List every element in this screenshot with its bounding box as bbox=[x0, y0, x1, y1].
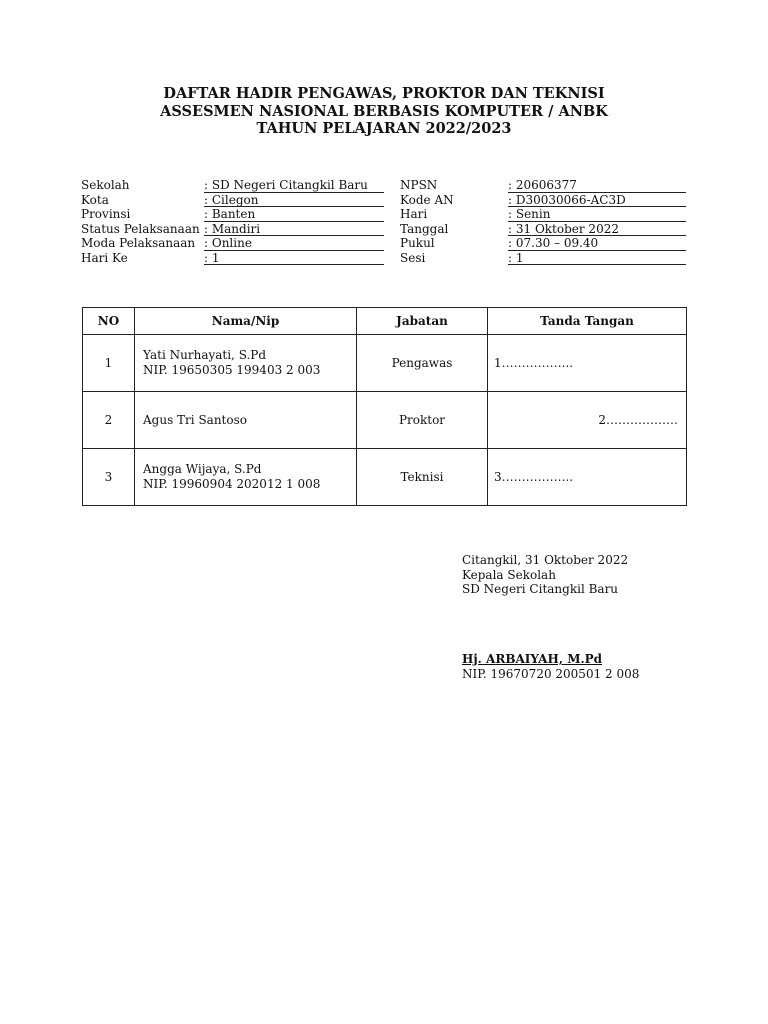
info-value: : SD Negeri Citangkil Baru bbox=[204, 178, 384, 193]
info-label: Hari Ke bbox=[81, 250, 128, 265]
document-title bbox=[0, 85, 768, 138]
title-line-3: TAHUN PELAJARAN 2022/2023 bbox=[256, 120, 512, 137]
signature-place-date: Citangkil, 31 Oktober 2022 bbox=[462, 553, 629, 567]
info-label: Pukul bbox=[400, 236, 435, 250]
cell-no: 3 bbox=[83, 449, 135, 506]
info-label: Hari bbox=[400, 207, 428, 221]
info-row-kota bbox=[81, 193, 391, 208]
signature-block bbox=[462, 553, 628, 597]
signature-position: Kepala Sekolah bbox=[462, 567, 556, 582]
info-label: Provinsi bbox=[81, 207, 131, 221]
person-nip: NIP. 19960904 202012 1 008 bbox=[143, 477, 321, 491]
info-label: Sekolah bbox=[81, 178, 130, 192]
person-nip: NIP. 19650305 199403 2 003 bbox=[143, 363, 321, 377]
table-header-row bbox=[83, 308, 687, 335]
info-value: : Cilegon bbox=[204, 193, 384, 208]
cell-jabatan: Pengawas bbox=[357, 335, 488, 392]
info-value: : Online bbox=[204, 236, 384, 251]
info-label: Tanggal bbox=[400, 221, 449, 236]
info-label: NPSN bbox=[400, 178, 438, 192]
cell-name bbox=[135, 392, 357, 449]
cell-no: 2 bbox=[83, 392, 135, 449]
header-nama-nip: Nama/Nip bbox=[135, 308, 357, 335]
info-left-block bbox=[81, 178, 391, 265]
cell-jabatan: Proktor bbox=[357, 392, 488, 449]
cell-name bbox=[135, 449, 357, 506]
info-value: : 1 bbox=[508, 251, 686, 266]
info-row-hari-ke bbox=[81, 251, 391, 266]
info-label: Kota bbox=[81, 192, 109, 207]
info-row-status bbox=[81, 222, 391, 237]
info-row-npsn bbox=[400, 178, 700, 193]
info-value: : 07.30 – 09.40 bbox=[508, 236, 686, 251]
cell-no: 1 bbox=[83, 335, 135, 392]
header-no: NO bbox=[83, 308, 135, 335]
table-row bbox=[83, 335, 687, 392]
cell-signature: 1……………... bbox=[488, 335, 687, 392]
info-value: : 20606377 bbox=[508, 178, 686, 193]
info-label: Moda Pelaksanaan bbox=[81, 236, 196, 250]
info-row-pukul bbox=[400, 236, 700, 251]
info-value: : Mandiri bbox=[204, 222, 384, 237]
header-tanda-tangan: Tanda Tangan bbox=[488, 308, 687, 335]
info-value: : D30030066-AC3D bbox=[508, 193, 686, 208]
person-name: Agus Tri Santoso bbox=[143, 412, 247, 427]
attendance-table bbox=[82, 307, 687, 506]
cell-jabatan: Teknisi bbox=[357, 449, 488, 506]
info-row-sekolah bbox=[81, 178, 391, 193]
info-right-block bbox=[400, 178, 700, 265]
info-label: Status Pelaksanaan bbox=[81, 221, 200, 236]
table-row bbox=[83, 449, 687, 506]
info-row-moda bbox=[81, 236, 391, 251]
signatory-name: Hj. ARBAIYAH, M.Pd bbox=[462, 652, 603, 666]
info-value: : 31 Oktober 2022 bbox=[508, 222, 686, 237]
signature-school: SD Negeri Citangkil Baru bbox=[462, 582, 619, 596]
info-row-tanggal bbox=[400, 222, 700, 237]
title-line-2: ASSESMEN NASIONAL BERBASIS KOMPUTER / ANBK bbox=[160, 102, 608, 120]
person-name: Angga Wijaya, S.Pd bbox=[143, 462, 262, 476]
info-label: Kode AN bbox=[400, 192, 454, 207]
info-row-sesi bbox=[400, 251, 700, 266]
person-name: Yati Nurhayati, S.Pd bbox=[143, 348, 267, 362]
header-jabatan: Jabatan bbox=[357, 308, 488, 335]
cell-name bbox=[135, 335, 357, 392]
info-row-provinsi bbox=[81, 207, 391, 222]
signatory bbox=[462, 652, 639, 681]
cell-signature: 2……………… bbox=[488, 392, 687, 449]
info-row-kode-an bbox=[400, 193, 700, 208]
info-label: Sesi bbox=[400, 250, 426, 265]
table-row bbox=[83, 392, 687, 449]
signatory-nip: NIP. 19670720 200501 2 008 bbox=[462, 666, 640, 681]
info-value: : 1 bbox=[204, 251, 384, 266]
cell-signature: 3……………... bbox=[488, 449, 687, 506]
info-value: : Senin bbox=[508, 207, 686, 222]
info-value: : Banten bbox=[204, 207, 384, 222]
info-row-hari bbox=[400, 207, 700, 222]
title-line-1: DAFTAR HADIR PENGAWAS, PROKTOR DAN TEKNISI bbox=[163, 85, 605, 102]
